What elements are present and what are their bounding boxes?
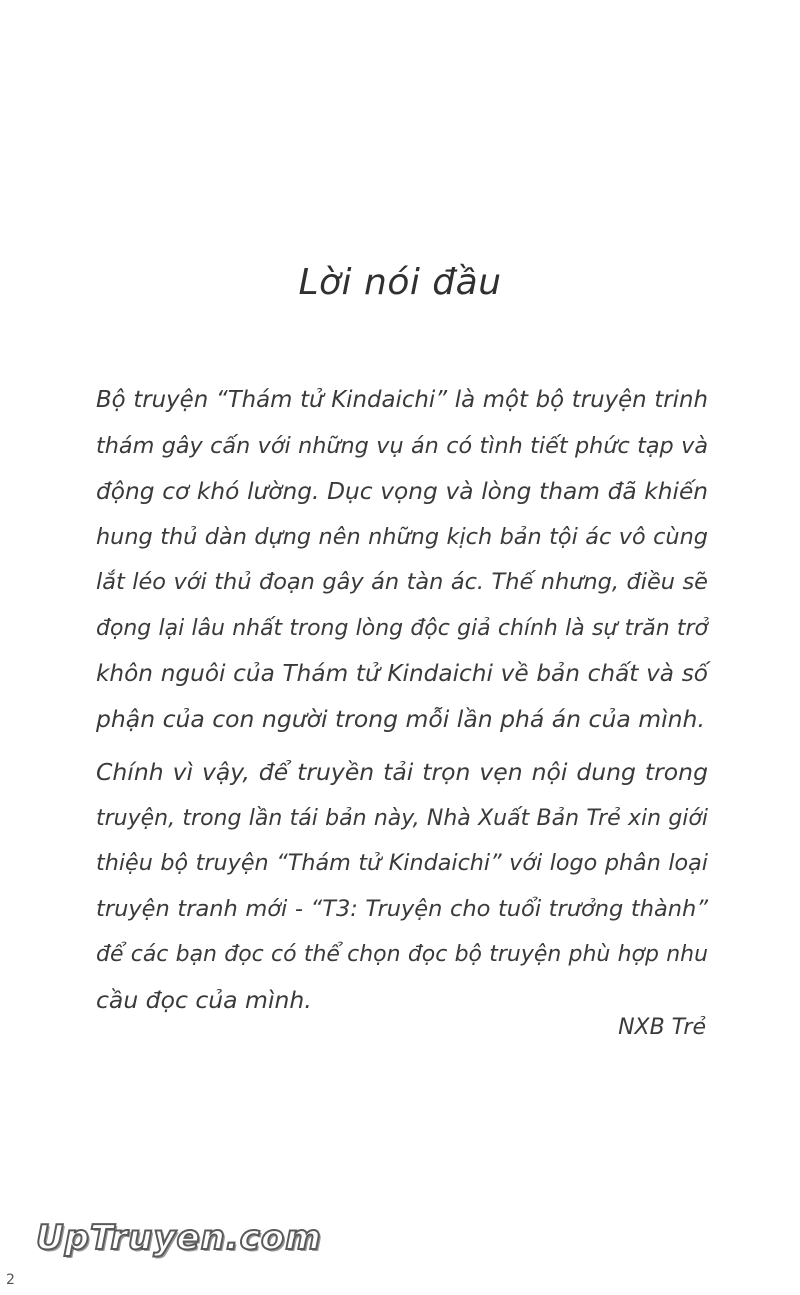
text-line: khôn nguôi của Thám tử Kindaichi về bản chất và số [96, 660, 708, 687]
page-title: Lời nói đầu [298, 262, 502, 303]
text-line: đọng lại lâu nhất trong lòng độc giả chính là sự trăn trở [96, 615, 708, 641]
text-line: phận của con người trong mỗi lần phá án của mình. [96, 704, 705, 733]
text-line: truyện, trong lần tái bản này, Nhà Xuất Bản Trẻ xin giới [96, 805, 708, 831]
preface-body [96, 378, 708, 1023]
text-line: để các bạn đọc có thể chọn đọc bộ truyện phù hợp nhu [96, 942, 708, 967]
text-line: thám gây cấn với những vụ án có tình tiết phức tạp và [96, 432, 708, 459]
site-watermark: UpTruyen.com [36, 1218, 322, 1258]
text-line: truyện tranh mới - “T3: Truyện cho tuổi trưởng thành” [96, 895, 708, 922]
page-number: 2 [6, 1272, 15, 1288]
text-line: hung thủ dàn dựng nên những kịch bản tội ác vô cùng [96, 523, 708, 550]
text-line: lắt léo với thủ đoạn gây án tàn ác. Thế nhưng, điều sẽ [96, 569, 708, 595]
text-line: thiệu bộ truyện “Thám tử Kindaichi” với logo phân loại [96, 850, 708, 876]
publisher-signature: NXB Trẻ [618, 1015, 706, 1040]
preface-paragraph-2 [96, 750, 708, 1023]
text-line: cầu đọc của mình. [96, 985, 312, 1014]
text-line: động cơ khó lường. Dục vọng và lòng tham đã khiến [96, 478, 708, 505]
text-line: Chính vì vậy, để truyền tải trọn vẹn nội dung trong [96, 758, 708, 786]
text-line: Bộ truyện “Thám tử Kindaichi” là một bộ truyện trinh [96, 387, 708, 413]
preface-paragraph-1 [96, 378, 708, 742]
